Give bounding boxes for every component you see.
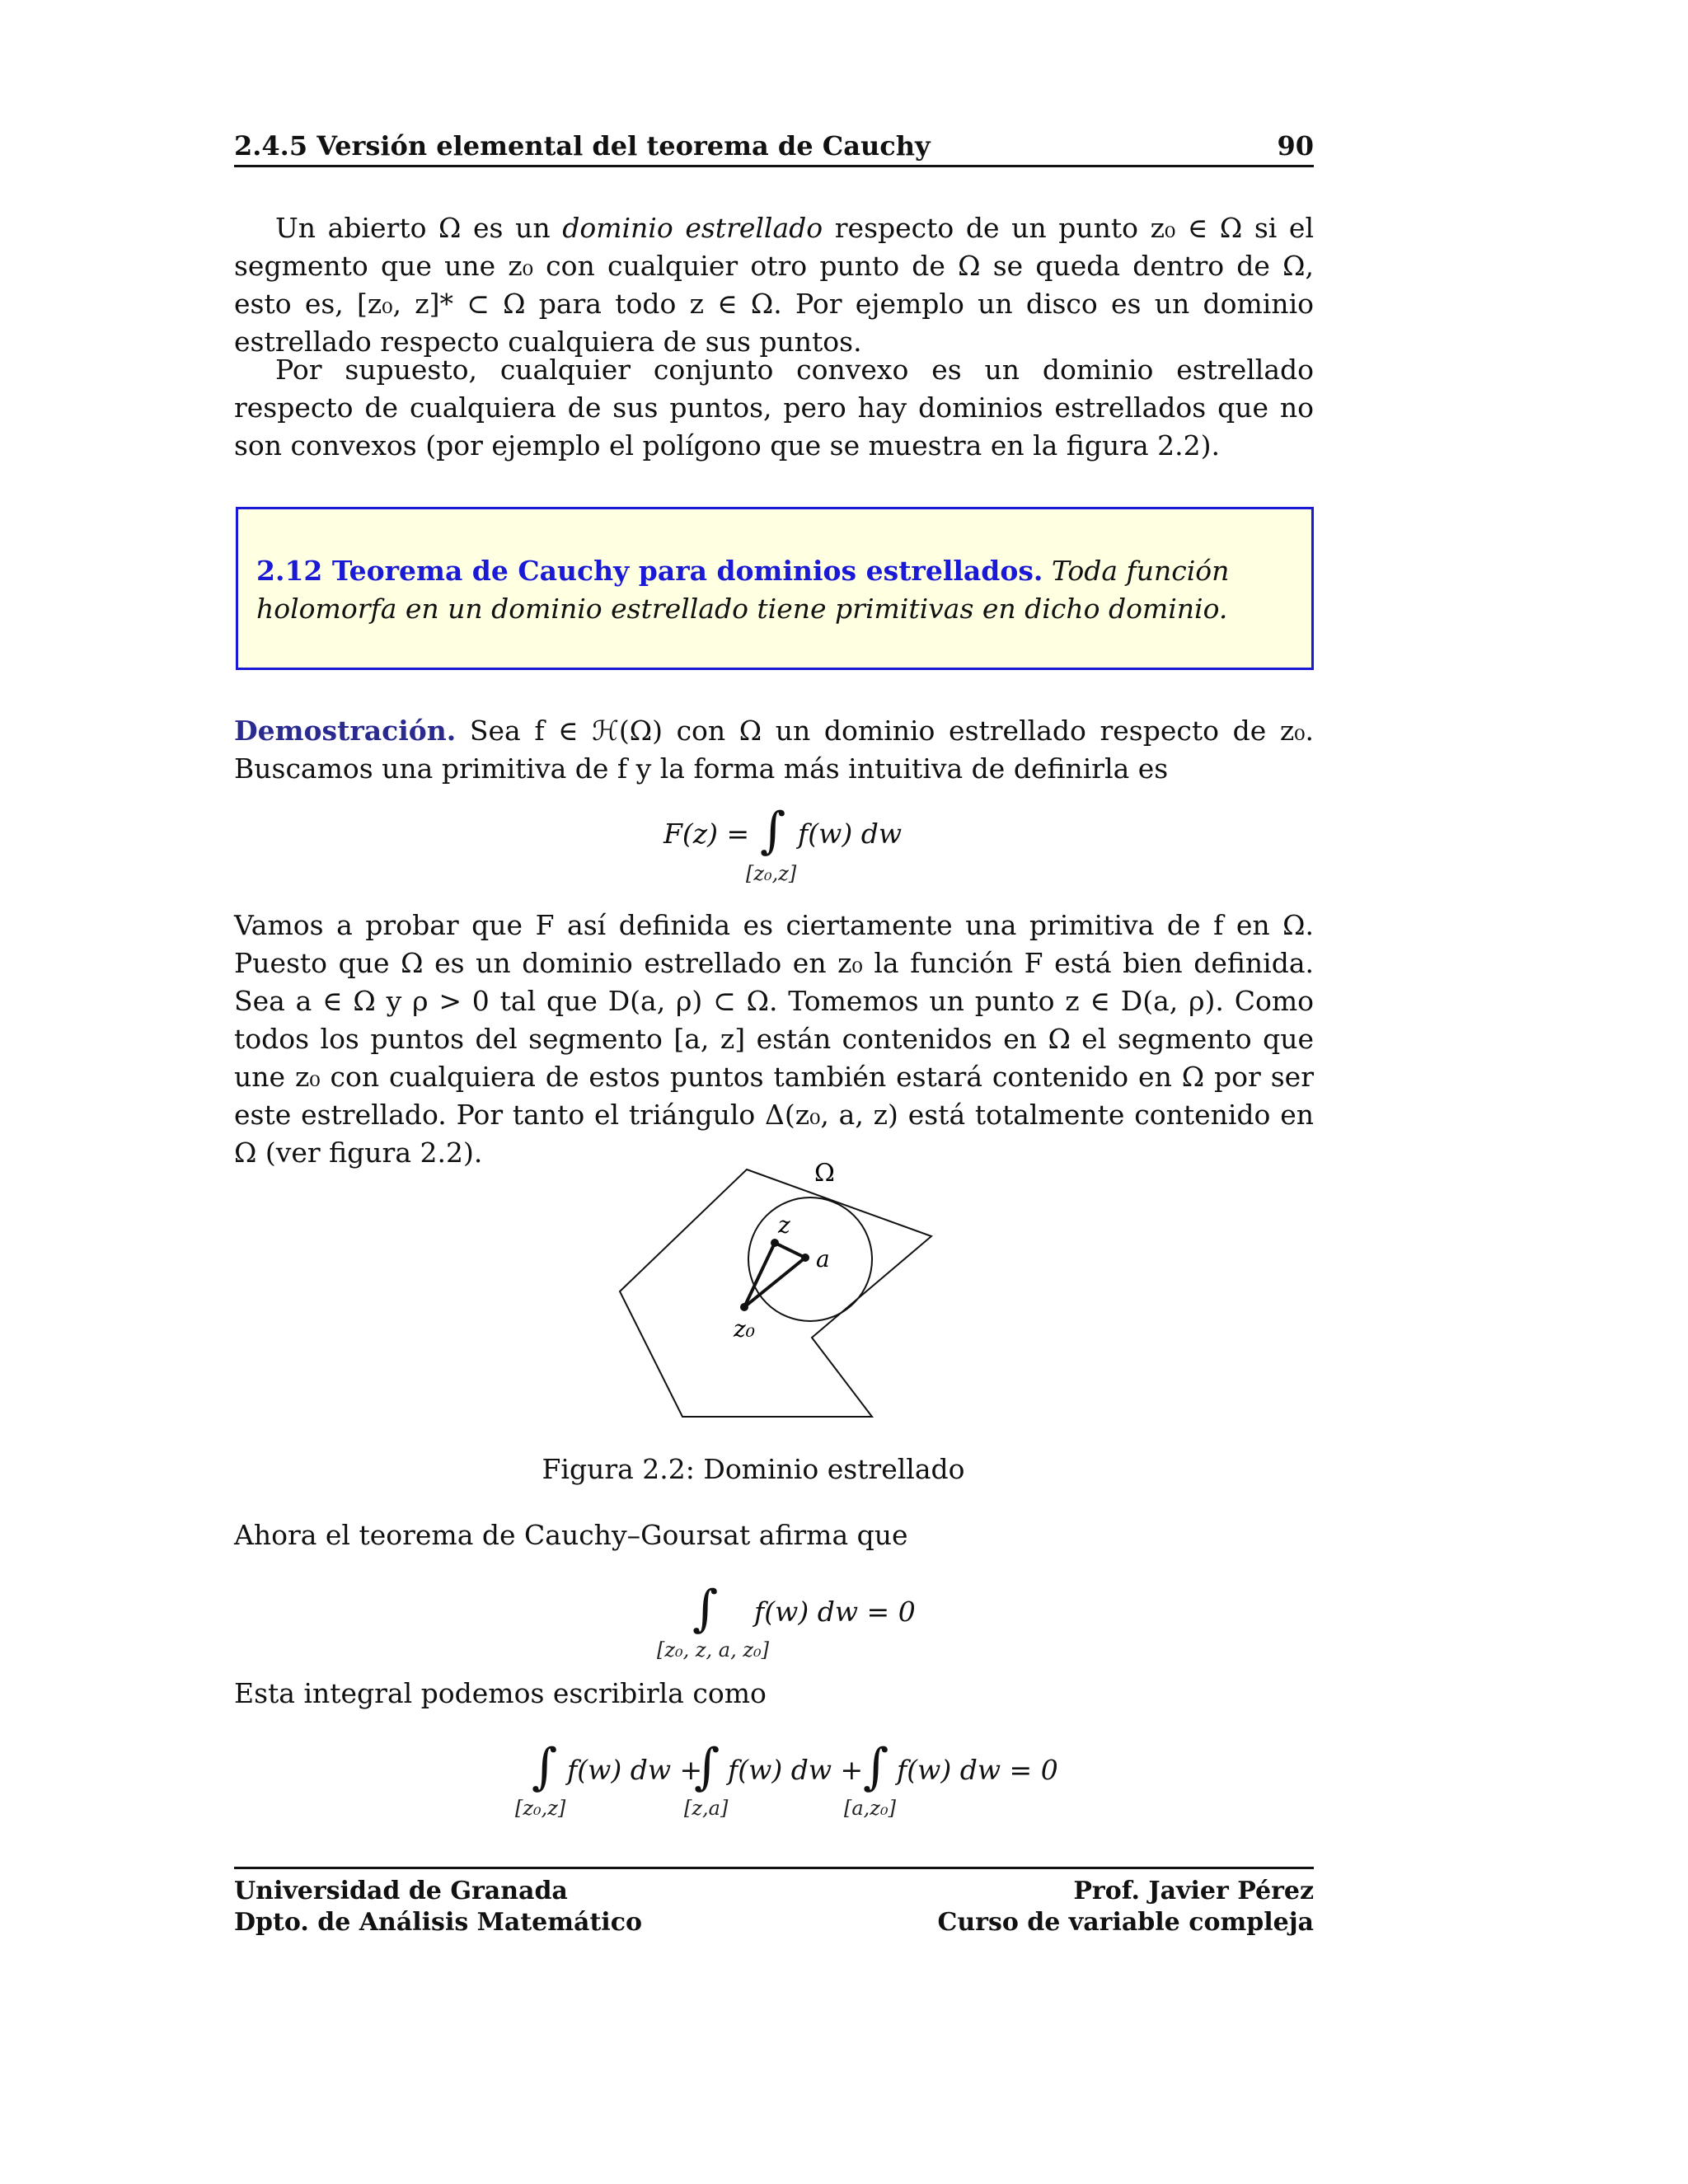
point-z0 bbox=[740, 1303, 748, 1311]
figure-diagram bbox=[610, 1150, 956, 1430]
section-title: 2.4.5 Versión elemental del teorema de Cauchy bbox=[234, 130, 931, 162]
para1-text-b: respecto de un punto z₀ ∈ Ω si el segmento que une z₀ con cualquier otro punto de Ω se queda dentro de Ω, esto es, [z₀, z]* ⊂ Ω para todo z ∈ Ω. Por ejemplo un disco es un dominio estrellado respecto cualquiera de sus puntos. bbox=[234, 212, 1315, 358]
theorem-title: 2.12 Teorema de Cauchy para dominios estrellados. bbox=[256, 555, 1043, 587]
eq3-term1: f(w) dw + bbox=[567, 1754, 703, 1786]
footer-course: Curso de variable compleja bbox=[937, 1908, 1314, 1937]
para1-text-a: Un abierto Ω es un bbox=[275, 212, 563, 244]
running-header bbox=[234, 124, 1314, 167]
page-number: 90 bbox=[1277, 130, 1314, 162]
omega-label: Ω bbox=[814, 1159, 835, 1188]
theorem-box bbox=[236, 507, 1314, 670]
caption-text: Figura 2.2: Dominio estrellado bbox=[542, 1453, 965, 1485]
paragraph-proof-body: Vamos a probar que F así definida es ciertamente una primitiva de f en Ω. Puesto que Ω es un dominio estrellado en z₀ la función F está bien definida. Sea a ∈ Ω y ρ > 0 tal que D(a, ρ) ⊂ Ω. Tomemos un punto z ∈ D(a, ρ). Como todos los puntos del segmento [a, z] están contenidos en Ω el segmento que une z₀ con cualquiera de estos puntos también estará contenido en Ω por ser este estrellado. Por tanto el triángulo Δ(z₀, a, z) está totalmente contenido en Ω (ver figura 2.2). bbox=[234, 909, 1314, 1169]
integral-sign: ∫ bbox=[692, 1580, 719, 1638]
footer-university: Universidad de Granada bbox=[234, 1877, 568, 1905]
star-polygon bbox=[620, 1169, 931, 1417]
theorem-statement: Toda función holomorfa en un dominio estrellado tiene primitivas en dicho dominio. bbox=[256, 555, 1230, 625]
segment-z-a bbox=[775, 1243, 805, 1258]
proof-label: Demostración. bbox=[234, 715, 457, 747]
eq2-integrand: f(w) dw = 0 bbox=[754, 1596, 916, 1628]
paragraph-convex: Por supuesto, cualquier conjunto convexo es un dominio estrellado respecto de cualquiera de sus puntos, pero hay dominios estrellados que no son convexos (por ejemplo el polígono que se muestra en la figura 2.2). bbox=[234, 354, 1314, 462]
paragraph-goursat: Ahora el teorema de Cauchy–Goursat afirma que bbox=[234, 1519, 908, 1551]
point-z bbox=[771, 1239, 779, 1247]
eq3-term3: f(w) dw = 0 bbox=[897, 1754, 1058, 1786]
proof-intro bbox=[234, 712, 1314, 788]
eq1-lhs: F(z) = bbox=[663, 818, 750, 850]
z0-label: z₀ bbox=[734, 1315, 755, 1343]
integral-sign: ∫ bbox=[863, 1738, 889, 1796]
figure-caption bbox=[0, 1453, 1688, 1485]
page-footer bbox=[234, 1867, 1314, 1938]
footer-right bbox=[937, 1876, 1314, 1938]
paragraph-star-domain bbox=[234, 209, 1314, 361]
integral-sign: ∫ bbox=[760, 802, 786, 860]
paragraph-rewrite: Esta integral podemos escribirla como bbox=[234, 1677, 767, 1709]
footer-author: Prof. Javier Pérez bbox=[1073, 1877, 1314, 1905]
footer-left bbox=[234, 1876, 642, 1938]
term-dominio-estrellado: dominio estrellado bbox=[562, 212, 823, 244]
a-label: a bbox=[816, 1245, 830, 1272]
figure-star-domain bbox=[610, 1150, 956, 1430]
eq3-path1: [z₀,z] bbox=[515, 1797, 566, 1820]
eq3-term2: f(w) dw + bbox=[728, 1754, 864, 1786]
footer-department: Dpto. de Análisis Matemático bbox=[234, 1908, 642, 1937]
eq3-path2: [z,a] bbox=[684, 1797, 729, 1820]
eq1-path: [z₀,z] bbox=[746, 862, 797, 885]
eq2-path: [z₀, z, a, z₀] bbox=[657, 1638, 769, 1661]
integral-sign: ∫ bbox=[694, 1738, 720, 1796]
point-a bbox=[801, 1254, 809, 1262]
eq3-path3: [a,z₀] bbox=[844, 1797, 896, 1820]
integral-sign: ∫ bbox=[532, 1738, 558, 1796]
proof-text: Sea f ∈ ℋ(Ω) con Ω un dominio estrellado respecto de z₀. Buscamos una primitiva de f y la forma más intuitiva de definirla es bbox=[234, 715, 1314, 785]
eq1-integrand: f(w) dw bbox=[798, 818, 903, 850]
z-label: z bbox=[778, 1212, 790, 1239]
